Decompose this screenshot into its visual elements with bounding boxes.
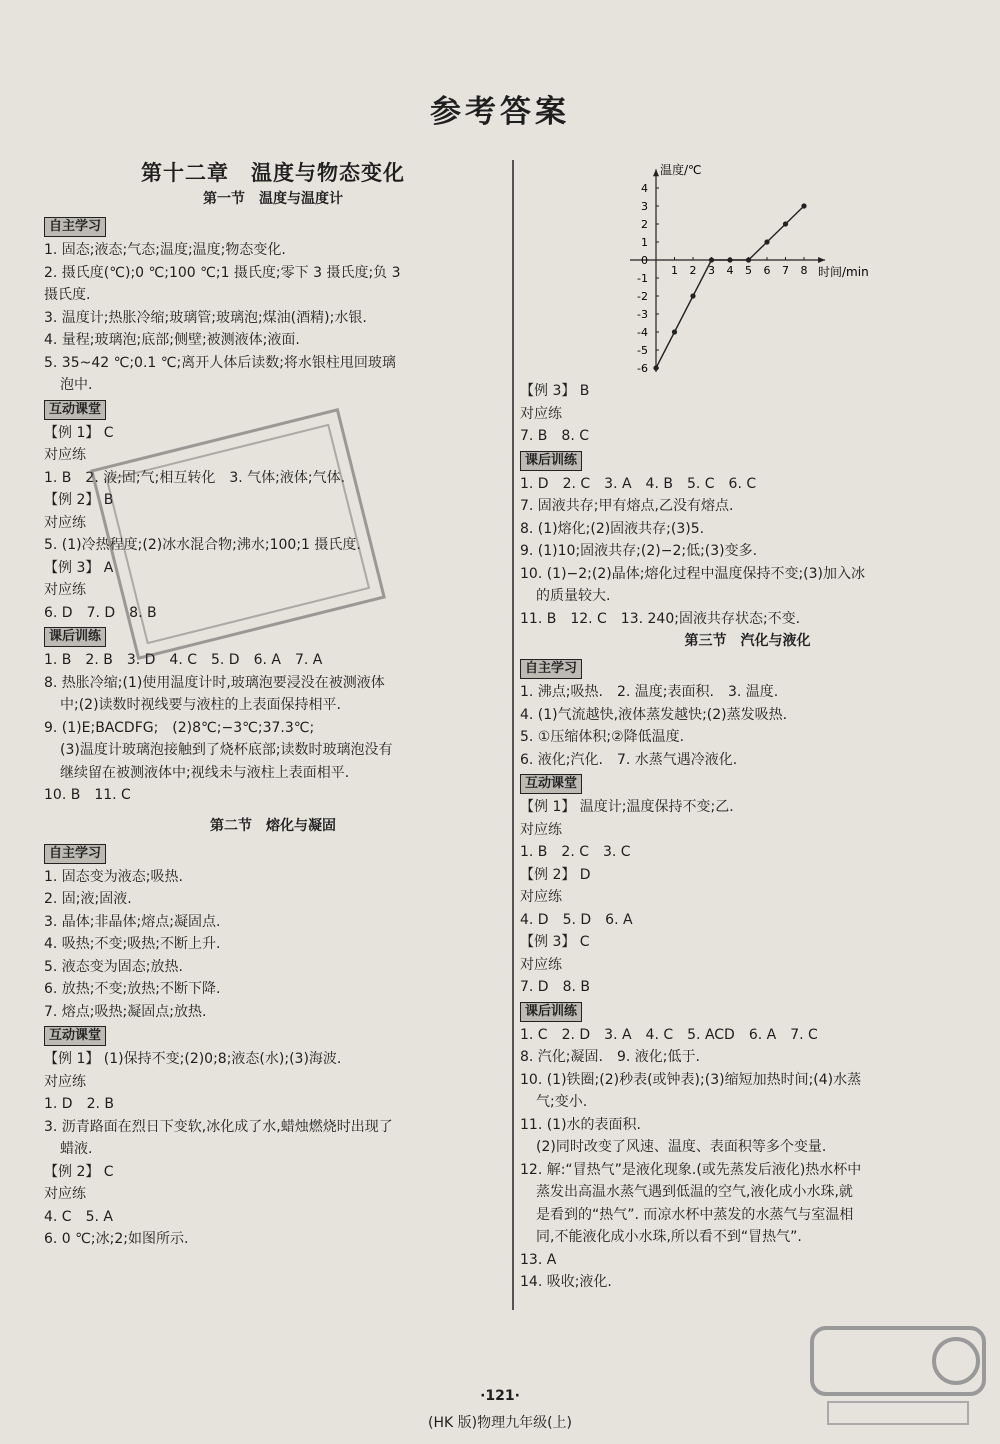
answer-line: 对应练 — [44, 447, 86, 463]
answer-line: 【例 2】 C — [44, 1163, 114, 1180]
answer-line: 蜡液. — [60, 1141, 93, 1157]
answer-line: 6. 0 ℃;冰;2;如图所示. — [44, 1231, 189, 1247]
x-tick-label: 8 — [800, 264, 808, 277]
answer-line: 1. D 2. C 3. A 4. B 5. C 6. C — [520, 475, 757, 492]
x-tick-label: 5 — [745, 264, 752, 277]
answer-line: 蒸发出高温水蒸气遇到低温的空气,液化成小水珠,就 — [536, 1184, 853, 1200]
section2-classroom-tag: 互动课堂 — [44, 1026, 106, 1046]
data-point — [709, 257, 714, 262]
answer-line: 摄氏度. — [44, 287, 91, 303]
answer-line: 6. 液化;汽化. 7. 水蒸气遇冷液化. — [520, 751, 738, 768]
y-axis-label: 温度/℃ — [660, 163, 702, 177]
answer-line: 泡中. — [60, 377, 93, 393]
answer-line: 9. (1)10;固液共存;(2)−2;低;(3)变多. — [520, 543, 758, 559]
answer-line: 1. B 2. 液;固;气;相互转化 3. 气体;液体;气体. — [44, 469, 346, 486]
data-point — [690, 293, 695, 298]
answer-line: 对应练 — [520, 405, 562, 422]
x-axis-arrow — [818, 257, 825, 263]
answer-line: 对应练 — [44, 514, 86, 531]
section1-title: 第一节 温度与温度计 — [203, 191, 343, 207]
data-point — [653, 365, 658, 370]
answer-line: 【例 1】 C — [44, 424, 114, 441]
x-tick-label: 3 — [708, 264, 715, 277]
answer-line: 【例 3】 C — [520, 934, 590, 950]
answer-line: (2)同时改变了风速、温度、表面积等多个变量. — [536, 1139, 827, 1155]
y-tick-label: -6 — [637, 362, 648, 375]
answer-line: 【例 3】 B — [520, 383, 590, 399]
stamp-inner-border — [106, 424, 370, 645]
answer-line: 6. D 7. D 8. B — [44, 604, 157, 621]
section3-self-study-tag: 自主学习 — [520, 659, 582, 679]
answer-line: 5. ①压缩体积;②降低温度. — [520, 729, 685, 745]
answer-line: 9. (1)E;BACDFG; (2)8℃;−3℃;37.3℃; — [44, 719, 315, 736]
x-tick-label: 7 — [782, 264, 789, 277]
section1-self-study-tag: 自主学习 — [44, 217, 106, 237]
answer-line: 是看到的“热气”. 而凉水杯中蒸发的水蒸气与室温相 — [536, 1206, 854, 1223]
series-line — [656, 206, 804, 368]
chapter-title: 第十二章 温度与物态变化 — [141, 160, 405, 185]
answer-line: 6. 放热;不变;放热;不断下降. — [44, 981, 221, 997]
answer-line: 8. 热胀冷缩;(1)使用温度计时,玻璃泡要浸没在被测液体 — [44, 674, 385, 691]
answer-line: 1. C 2. D 3. A 4. C 5. ACD 6. A 7. C — [520, 1026, 818, 1043]
answer-line: 1. B 2. B 3. D 4. C 5. D 6. A 7. A — [44, 652, 323, 668]
section1-practice-tag: 课后训练 — [44, 627, 106, 647]
data-point — [764, 239, 769, 244]
data-point — [672, 329, 677, 334]
page-number: ·121· — [480, 1388, 520, 1404]
y-tick-label: -1 — [637, 272, 648, 285]
section3-practice-tag: 课后训练 — [520, 1002, 582, 1022]
answer-line: (3)温度计玻璃泡接触到了烧杯底部;读数时玻璃泡没有 — [60, 742, 393, 758]
y-tick-label: 0 — [641, 254, 648, 267]
answer-line: 1. B 2. C 3. C — [520, 844, 631, 860]
data-point — [783, 221, 788, 226]
y-tick-label: 3 — [641, 200, 648, 213]
x-tick-label: 1 — [671, 264, 678, 277]
answer-line: 14. 吸收;液化. — [520, 1274, 612, 1290]
temperature-time-chart — [618, 160, 908, 380]
y-axis-arrow — [653, 169, 659, 176]
data-point — [801, 203, 806, 208]
section1-classroom-tag: 互动课堂 — [44, 400, 106, 420]
answer-line: 【例 1】 (1)保持不变;(2)0;8;液态(水);(3)海波. — [44, 1051, 342, 1067]
answer-line: 4. (1)气流越快,液体蒸发越快;(2)蒸发吸热. — [520, 706, 788, 723]
column-divider — [512, 160, 514, 1310]
y-tick-label: 2 — [641, 218, 648, 231]
section2-title: 第二节 熔化与凝固 — [210, 817, 336, 834]
answer-line: 【例 2】 D — [520, 866, 591, 883]
section3-title: 第三节 汽化与液化 — [684, 633, 811, 649]
answer-line: 对应练 — [44, 1186, 86, 1202]
answer-line: 10. (1)铁圈;(2)秒表(或钟表);(3)缩短加热时间;(4)水蒸 — [520, 1071, 862, 1088]
answer-line: 对应练 — [520, 821, 562, 838]
answer-line: 1. 沸点;吸热. 2. 温度;表面积. 3. 温度. — [520, 684, 779, 700]
answer-line: 7. B 8. C — [520, 428, 589, 444]
x-tick-label: 6 — [763, 264, 771, 277]
answer-line: 7. D 8. B — [520, 979, 590, 995]
answer-line: 气;变小. — [536, 1094, 588, 1110]
y-tick-label: 1 — [641, 236, 648, 249]
answer-line: 中;(2)读数时视线要与液柱的上表面保持相平. — [60, 697, 341, 713]
answer-line: 对应练 — [520, 889, 562, 905]
answer-line: 4. 量程;玻璃泡;底部;侧壁;被测液体;液面. — [44, 332, 300, 348]
x-tick-label: 2 — [689, 264, 697, 277]
x-tick-label: 4 — [726, 264, 734, 277]
answer-line: 4. C 5. A — [44, 1208, 113, 1225]
answer-line: 3. 温度计;热胀冷缩;玻璃管;玻璃泡;煤油(酒精);水银. — [44, 309, 367, 326]
section3-classroom-tag: 互动课堂 — [520, 774, 582, 794]
answer-line: 1. 固态;液态;气态;温度;温度;物态变化. — [44, 242, 286, 258]
answer-line: 1. 固态变为液态;吸热. — [44, 868, 183, 885]
section2-practice-tag: 课后训练 — [520, 451, 582, 471]
data-point — [746, 257, 751, 262]
answer-line: 10. (1)−2;(2)晶体;熔化过程中温度保持不变;(3)加入冰 — [520, 565, 865, 582]
answer-line: 【例 1】 温度计;温度保持不变;乙. — [520, 799, 734, 815]
answer-line: 10. B 11. C — [44, 787, 131, 803]
y-tick-label: -2 — [637, 290, 648, 303]
answer-line: 7. 熔点;吸热;凝固点;放热. — [44, 1003, 207, 1020]
book-footer: (HK 版)物理九年级(上) — [427, 1415, 572, 1431]
section2-self-study-tag: 自主学习 — [44, 844, 106, 864]
y-tick-label: -5 — [637, 344, 648, 357]
answer-line: 继续留在被测液体中;视线未与液柱上表面相平. — [60, 764, 350, 781]
left-column — [44, 158, 502, 1251]
answer-line: 5. 液态变为固态;放热. — [44, 958, 183, 975]
page-title: 参考答案 — [430, 94, 570, 130]
answer-line: 11. B 12. C 13. 240;固液共存状态;不变. — [520, 610, 801, 627]
answer-line: 对应练 — [44, 582, 86, 598]
answer-line: 7. 固液共存;甲有熔点,乙没有熔点. — [520, 498, 734, 514]
answer-line: 【例 2】 B — [44, 492, 114, 508]
y-tick-label: -4 — [637, 326, 648, 339]
answer-line: 3. 沥青路面在烈日下变软,冰化成了水,蜡烛燃烧时出现了 — [44, 1118, 393, 1135]
answer-line: 1. D 2. B — [44, 1096, 114, 1112]
data-point — [727, 257, 732, 262]
answer-line: 11. (1)水的表面积. — [520, 1116, 641, 1133]
y-tick-label: -3 — [637, 308, 648, 321]
answer-line: 同,不能液化成小水珠,所以看不到“冒热气”. — [536, 1229, 802, 1245]
answer-line: 3. 晶体;非晶体;熔点;凝固点. — [44, 913, 221, 930]
answer-line: 13. A — [520, 1251, 557, 1268]
answer-line: 2. 固;液;固液. — [44, 891, 132, 907]
right-column — [520, 380, 975, 1294]
answer-line: 对应练 — [520, 956, 562, 973]
answer-line: 4. 吸热;不变;吸热;不断上升. — [44, 936, 221, 952]
y-tick-label: 4 — [641, 182, 648, 195]
answer-line: 4. D 5. D 6. A — [520, 911, 633, 928]
answer-line: 8. (1)熔化;(2)固液共存;(3)5. — [520, 520, 705, 537]
answer-line: 5. 35~42 ℃;0.1 ℃;离开人体后读数;将水银柱甩回玻璃 — [44, 354, 396, 371]
answer-line: 5. (1)冷热程度;(2)冰水混合物;沸水;100;1 摄氏度. — [44, 537, 361, 553]
answer-line: 【例 3】 A — [44, 559, 114, 576]
x-axis-label: 时间/min — [818, 265, 869, 279]
answer-line: 12. 解:“冒热气”是液化现象.(或先蒸发后液化)热水杯中 — [520, 1161, 862, 1178]
answer-line: 2. 摄氏度(℃);0 ℃;100 ℃;1 摄氏度;零下 3 摄氏度;负 3 — [44, 264, 401, 281]
answer-line: 的质量较大. — [536, 588, 611, 604]
answer-line: 对应练 — [44, 1073, 86, 1090]
answer-line: 8. 汽化;凝固. 9. 液化;低于. — [520, 1049, 700, 1065]
